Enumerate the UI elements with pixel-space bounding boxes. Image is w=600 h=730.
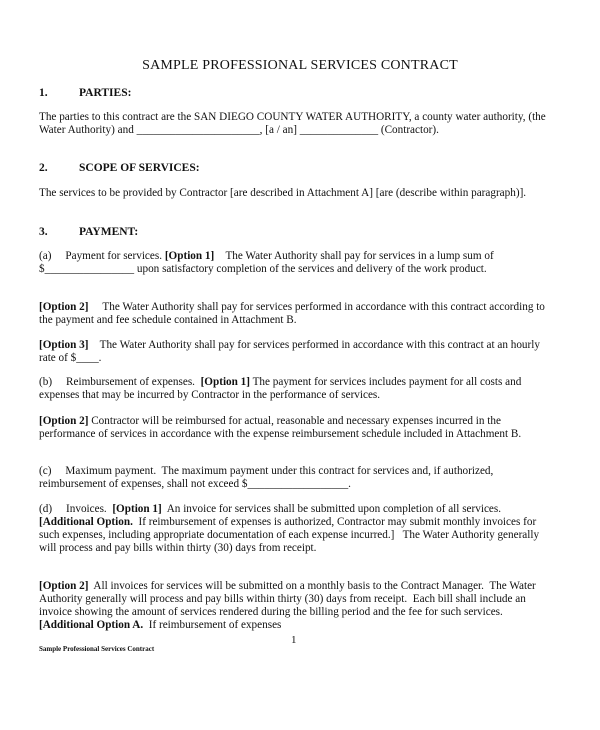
blank-contractor-name: ______________________ (136, 124, 260, 136)
section-number: 2. (39, 162, 48, 174)
option-label: [Option 1] (112, 503, 162, 515)
additional-option-label: [Additional Option. (39, 516, 133, 528)
reimbursement-option-2-text: Contractor will be reimbursed for actual, reasonable and necessary expenses incurred in the performance of services in accordance with the expense reimbursement schedule included in Attachment B. (39, 415, 522, 440)
parties-text-b: , [a / an] (259, 124, 300, 136)
blank-entity-type: ______________ (299, 124, 379, 136)
maximum-payment-text: (c) Maximum payment. The maximum payment under this contract for services and, if authorized, reimbursement of expenses, shall not exceed $ (39, 465, 494, 490)
maximum-payment-paragraph (39, 465, 559, 491)
parties-text-c: (Contractor). (378, 124, 439, 136)
option-label: [Option 2] (39, 415, 89, 427)
invoices-option-2-text-b: If reimbursement of expenses (143, 619, 282, 631)
invoices-text-c: If reimbursement of expenses is authorized, Contractor may submit monthly invoices for such expenses, including appropriate documentation of each expense incurred.] The Water Authority generally will process and pay bills within thirty (30) days from receipt. (39, 516, 540, 554)
section-label: PAYMENT: (79, 226, 139, 238)
option-label: [Option 1] (164, 250, 215, 262)
parties-text-a: The parties to this contract are the SAN DIEGO COUNTY WATER AUTHORITY, a county water authority, (the Water Authority) and (39, 111, 546, 136)
reimbursement-paragraph (39, 376, 559, 402)
option-label: [Option 3] (39, 339, 89, 351)
reimbursement-option-2-paragraph (39, 415, 559, 441)
blank-maximum-amount: __________________ (247, 478, 349, 490)
section-1-heading (39, 87, 131, 99)
payment-option-3-paragraph (39, 339, 559, 365)
additional-option-a-label: [Additional Option A. (39, 619, 144, 631)
section-3-heading (39, 226, 138, 238)
document-title: SAMPLE PROFESSIONAL SERVICES CONTRACT (142, 58, 458, 73)
invoices-option-2-paragraph (39, 580, 559, 632)
payment-option-2-text: The Water Authority shall pay for services performed in accordance with this contract according to the payment and fee schedule contained in Attachment B. (39, 301, 545, 326)
section-number: 1. (39, 87, 48, 99)
section-number: 3. (39, 226, 48, 238)
invoices-text-b: An invoice for services shall be submitted upon completion of all services. (161, 503, 504, 515)
parties-paragraph (39, 111, 559, 137)
invoices-option-2-text: All invoices for services will be submitted on a monthly basis to the Contract Manager. The Water Authority generally will process and pay bills within thirty (30) days from receipt. Each bill shall include an invoice showing the amount of services rendered during the billing period and the fee for such services. (39, 580, 536, 618)
option-label: [Option 1] (200, 376, 250, 388)
period: . (348, 478, 351, 490)
blank-hourly-rate: ____ (76, 352, 99, 364)
payment-a-text: (a) Payment for services. (39, 250, 165, 262)
scope-paragraph: The services to be provided by Contractor [are described in Attachment A] [are (describe within paragraph)]. (39, 187, 527, 199)
payment-option-2-paragraph (39, 301, 559, 327)
payment-a-text-b: The Water Authority shall pay for services in a lump sum of $ (39, 250, 494, 275)
option-label: [Option 2] (39, 580, 89, 592)
blank-lump-sum: ________________ (44, 263, 135, 275)
section-2-heading (39, 162, 200, 174)
section-label: PARTIES: (79, 87, 132, 99)
invoices-paragraph (39, 503, 559, 555)
page-number: 1 (291, 634, 297, 646)
invoices-text-a: (d) Invoices. (39, 503, 113, 515)
payment-a-paragraph (39, 250, 559, 276)
period: . (98, 352, 102, 364)
payment-option-3-text: The Water Authority shall pay for services performed in accordance with this contract at an hourly rate of $ (39, 339, 540, 364)
option-label: [Option 2] (39, 301, 89, 313)
page-footer: Sample Professional Services Contract (39, 645, 155, 653)
reimbursement-text-a: (b) Reimbursement of expenses. (39, 376, 201, 388)
reimbursement-text-b: The payment for services includes payment for all costs and expenses that may be incurred by Contractor in the performance of services. (39, 376, 522, 401)
section-label: SCOPE OF SERVICES: (79, 162, 200, 174)
payment-a-text-c: upon satisfactory completion of the services and delivery of the work product. (134, 263, 487, 275)
